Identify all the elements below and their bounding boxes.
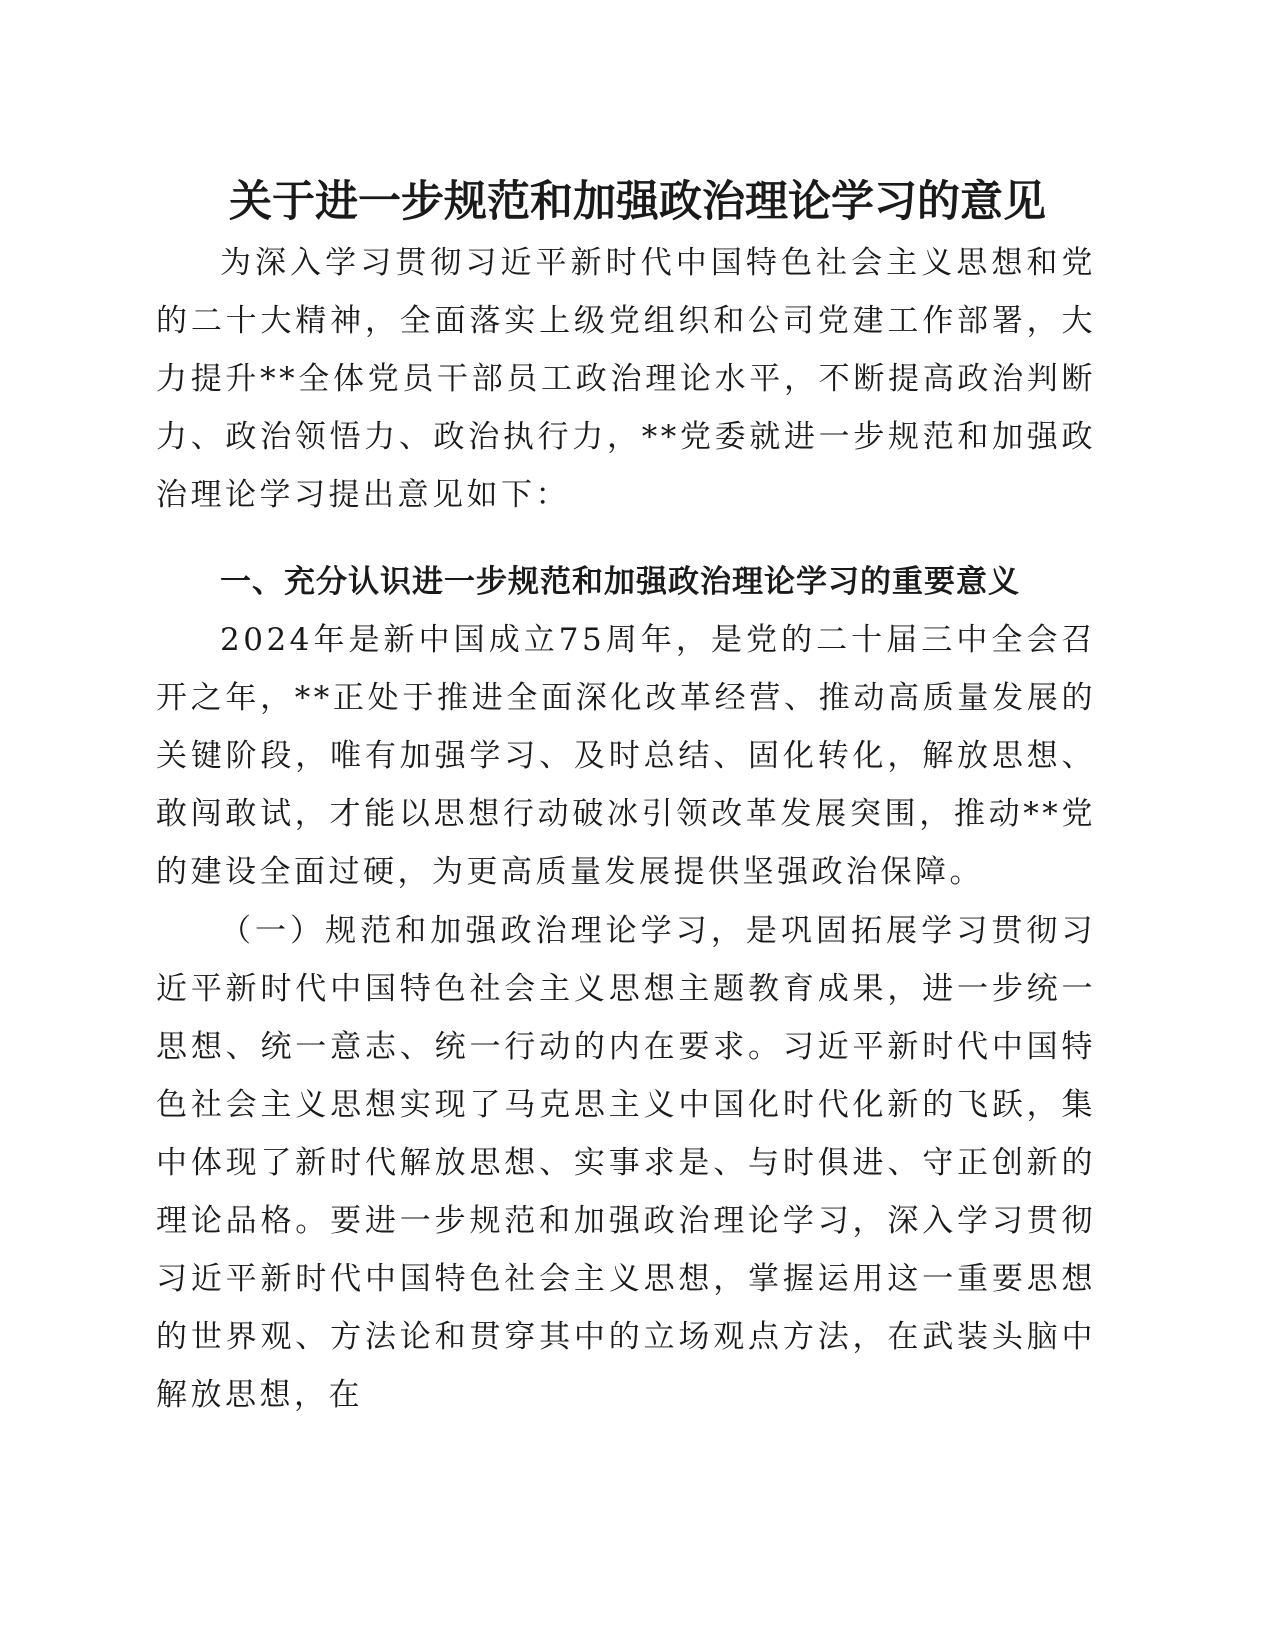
subsection-1-paragraph: （一）规范和加强政治理论学习，是巩固拓展学习贯彻习近平新时代中国特色社会主义思想主题教育成果，进一步统一思想、统一意志、统一行动的内在要求。习近平新时代中国特色社会主义思想实现了马克思主义中国化时代化新的飞跃，集中体现了新时代解放思想、实事求是、与时俱进、守正创新的理论品格。要进一步规范和加强政治理论学习，深入学习贯彻习近平新时代中国特色社会主义思想，掌握运用这一重要思想的世界观、方法论和贯穿其中的立场观点方法，在武装头脑中解放思想，在: [156, 913, 1096, 1413]
section-heading-1: 一、充分认识进一步规范和加强政治理论学习的重要意义: [220, 564, 1020, 600]
intro-paragraph: 为深入学习贯彻习近平新时代中国特色社会主义思想和党的二十大精神，全面落实上级党组织和公司党建工作部署，大力提升**全体党员干部员工政治理论水平，不断提高政治判断力、政治领悟力、政治执行力，**党委就进一步规范和加强政治理论学习提出意见如下：: [156, 245, 1096, 513]
document-title: 关于进一步规范和加强政治理论学习的意见: [229, 177, 1046, 227]
section-1-paragraph: 2024年是新中国成立75周年，是党的二十届三中全会召开之年，**正处于推进全面深化改革经营、推动高质量发展的关键阶段，唯有加强学习、及时总结、固化转化，解放思想、敢闯敢试，才能以思想行动破冰引领改革发展突围，推动**党的建设全面过硬，为更高质量发展提供坚强政治保障。: [156, 622, 1096, 890]
